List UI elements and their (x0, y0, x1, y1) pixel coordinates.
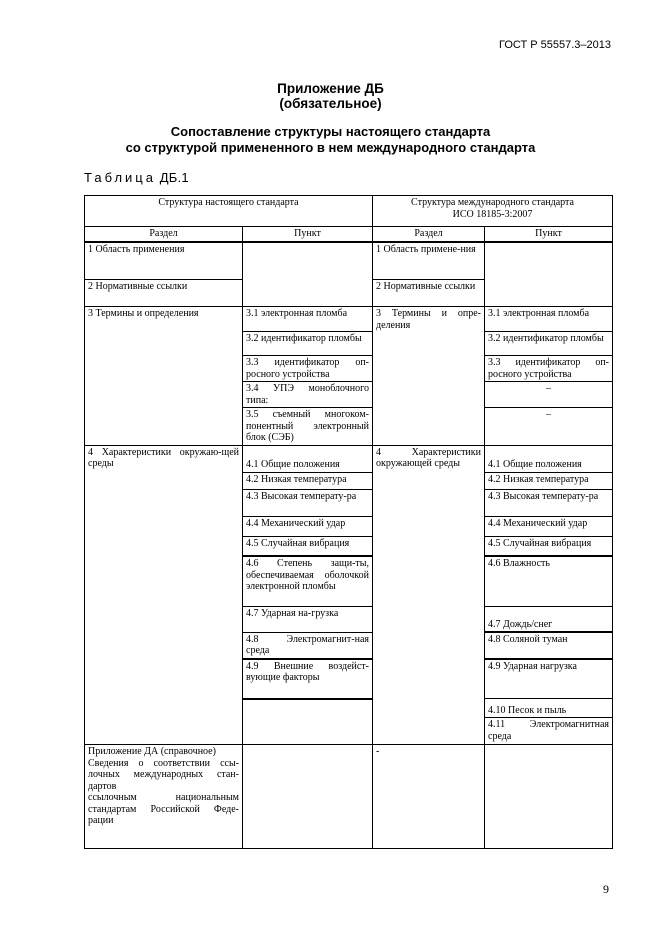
appendix-title: Приложение ДБ (277, 81, 384, 96)
page-number: 9 (603, 882, 609, 896)
table-row (85, 445, 613, 472)
appendix-da-line2: Сведения о соответствии ссы-лочных международных стан-дартов (88, 757, 239, 792)
col-header-item: Пункт (243, 227, 373, 242)
table-row (85, 242, 613, 280)
cell-item: 4.2 Низкая температура (243, 472, 373, 489)
cell-section-intl: 3 Термины и опре-деления (373, 307, 485, 446)
cell-item-intl: 4.1 Общие положения (485, 445, 613, 472)
comparison-table (84, 195, 613, 849)
table-col-header-row (85, 227, 613, 242)
cell-item: 4.3 Высокая температу-ра (243, 489, 373, 516)
cell-item (243, 745, 373, 849)
cell-item: 4.6 Степень защи-ты, обеспечиваемая оболочкой электронной пломбы (243, 556, 373, 606)
cell-item: 3.3 идентификатор оп-росного устройства (243, 356, 373, 382)
cell-item: 3.4 УПЭ моноблочного типа: (243, 382, 373, 408)
cell-section-intl: 1 Область примене-ния (373, 242, 485, 280)
group-header-international-line2: ИСО 18185-3:2007 (452, 208, 533, 220)
cell-section: 4 Характеристики окружаю-щей среды (85, 445, 243, 745)
cell-item-intl: 4.3 Высокая температу-ра (485, 489, 613, 516)
cell-section-intl: 2 Нормативные ссылки (373, 280, 485, 307)
cell-section: 1 Область применения (85, 242, 243, 280)
cell-item-intl: 4.6 Влажность (485, 556, 613, 606)
cell-item-intl: 4.7 Дождь/снег (485, 606, 613, 632)
cell-item-intl (485, 242, 613, 307)
document-code: ГОСТ Р 55557.3–2013 (499, 39, 611, 51)
cell-item (243, 242, 373, 307)
cell-item: 3.5 съемный многоком-понентный электронный блок (СЭБ) (243, 408, 373, 446)
col-header-section-intl: Раздел (373, 227, 485, 242)
cell-item-intl: 4.9 Ударная нагрузка (485, 659, 613, 699)
cell-item-intl: 4.11 Электромагнитная среда (485, 718, 613, 745)
cell-item-intl: 4.10 Песок и пыль (485, 699, 613, 718)
cell-section-intl: - (373, 745, 485, 849)
cell-item: 4.5 Случайная вибрация (243, 536, 373, 556)
table-label-prefix: Таблица (84, 170, 156, 185)
table-row (85, 307, 613, 332)
table-label-number: ДБ.1 (159, 170, 189, 185)
table-row (85, 745, 613, 849)
cell-item-intl: 4.2 Низкая температура (485, 472, 613, 489)
cell-item: 4.9 Внешние воздейст-вующие факторы (243, 659, 373, 699)
col-header-section: Раздел (85, 227, 243, 242)
cell-item-intl (485, 745, 613, 849)
cell-item: 3.1 электронная пломба (243, 307, 373, 332)
cell-item-intl: 4.5 Случайная вибрация (485, 536, 613, 556)
cell-section-intl: 4 Характеристики окружающей среды (373, 445, 485, 745)
cell-item: 4.8 Электромагнит-ная среда (243, 632, 373, 659)
cell-item-intl: 3.1 электронная пломба (485, 307, 613, 332)
cell-item: 4.7 Ударная на-грузка (243, 606, 373, 632)
cell-item: 4.4 Механический удар (243, 516, 373, 536)
appendix-da-line3: ссылочным национальным стандартам Российской Феде-рации (88, 792, 239, 826)
cell-section (85, 745, 243, 849)
group-header-international (373, 196, 613, 227)
cell-item-intl: 4.4 Механический удар (485, 516, 613, 536)
cell-item-intl: – (485, 408, 613, 446)
table-group-header-row (85, 196, 613, 227)
group-header-current: Структура настоящего стандарта (85, 196, 373, 227)
cell-item (243, 699, 373, 745)
group-header-international-line1: Структура международного стандарта (411, 197, 574, 208)
col-header-item-intl: Пункт (485, 227, 613, 242)
appendix-subtitle: (обязательное) (279, 96, 382, 111)
comparison-title-line2: со структурой примененного в нем международного стандарта (125, 140, 536, 155)
cell-item: 3.2 идентификатор пломбы (243, 332, 373, 356)
cell-section: 2 Нормативные ссылки (85, 280, 243, 307)
cell-item-intl: 3.2 идентификатор пломбы (485, 332, 613, 356)
comparison-title-line1: Сопоставление структуры настоящего стандарта (170, 124, 491, 139)
cell-item-intl: 4.8 Соляной туман (485, 632, 613, 659)
cell-section: 3 Термины и определения (85, 307, 243, 446)
table-label (84, 170, 189, 185)
cell-item-intl: 3.3 идентификатор оп-росного устройства (485, 356, 613, 382)
cell-item-intl: – (485, 382, 613, 408)
cell-item: 4.1 Общие положения (243, 445, 373, 472)
appendix-da-line1: Приложение ДА (справочное) (88, 746, 216, 757)
